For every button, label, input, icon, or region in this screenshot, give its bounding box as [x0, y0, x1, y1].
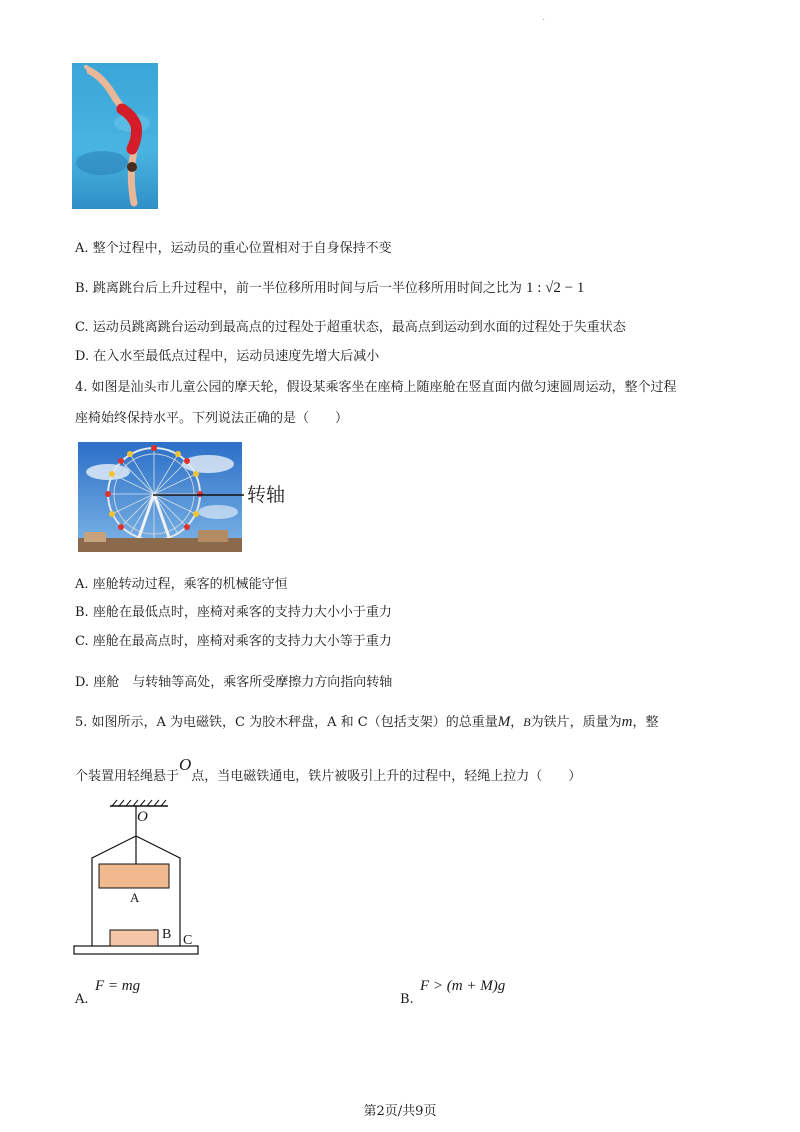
option-text: 座舱在最低点时，座椅对乘客的支持力大小小于重力 [92, 605, 392, 620]
q4-option-c [75, 633, 392, 651]
var-m-total: M [497, 714, 511, 730]
option-label: D. [75, 349, 90, 364]
stem-text: 点，当电磁铁通电，铁片被吸引上升的过程中，轻绳上拉力（ ） [191, 769, 582, 784]
q4-stem-line2: 座椅始终保持水平。下列说法正确的是（ ） [75, 411, 349, 426]
option-text: 座舱转动过程，乘客的机械能守恒 [92, 577, 288, 592]
axis-label: 转轴 [247, 484, 286, 506]
axis-pointer-line [150, 490, 246, 500]
q5-option-a-formula: F = mg [95, 978, 141, 994]
option-text: 运动员跳离跳台运动到最高点的过程处于超重状态，最高点到运动到水面的过程处于失重状态 [92, 320, 626, 335]
option-text: 座舱 与转轴等高处，乘客所受摩擦力方向指向转轴 [93, 675, 393, 690]
stem-text: ，整 [632, 715, 659, 730]
q4-option-d [75, 674, 392, 692]
option-label: C. [75, 320, 89, 335]
corner-mark: · [542, 14, 546, 25]
option-label: D. [75, 675, 90, 690]
option-text: 跳离跳台后上升过程中，前一半位移所用时间与后一半位移所用时间之比为 [92, 281, 522, 296]
q4-option-a [75, 576, 288, 594]
option-text: 在入水至最低点过程中，运动员速度先增大后减小 [93, 349, 380, 364]
q3-option-b [75, 279, 584, 298]
ratio-formula: 1 : √2 − 1 [525, 280, 585, 296]
option-label: A. [75, 241, 89, 256]
stem-text: ， [510, 715, 524, 730]
option-text: 整个过程中，运动员的重心位置相对于自身保持不变 [92, 241, 392, 256]
var-o: O [179, 755, 192, 774]
stem-text: 为铁片，质量为 [530, 715, 622, 730]
q5-option-b-formula: F > (m + M)g [420, 978, 506, 994]
label-o: O [137, 809, 148, 825]
option-label: A. [75, 577, 89, 592]
option-label: B. [75, 281, 89, 296]
option-text: 座舱在最高点时，座椅对乘客的支持力大小等于重力 [92, 634, 392, 649]
var-m-mass: m [621, 714, 633, 730]
q5-stem-line1 [75, 713, 658, 732]
q3-option-c [75, 319, 626, 337]
var-b: B [523, 715, 531, 729]
option-label: C. [75, 634, 89, 649]
label-c: C [183, 933, 193, 948]
q5-stem-line2 [75, 755, 582, 786]
q5-option-a-label: A. [75, 992, 89, 1007]
diver-photo [72, 63, 158, 209]
q3-option-d [75, 348, 379, 366]
q3-option-a [75, 240, 392, 258]
label-a: A [130, 890, 140, 905]
q5-option-b-label: B. [400, 992, 414, 1007]
option-label: B. [75, 605, 89, 620]
stem-text: 个装置用轻绳悬于 [75, 769, 180, 784]
q4-option-b [75, 604, 392, 622]
stem-text: 5. 如图所示，A 为电磁铁，C 为胶木秤盘，A 和 C（包括支架）的总重量 [75, 715, 498, 730]
label-b: B [162, 927, 172, 942]
page-footer: 第2页/共9页 [363, 1104, 437, 1119]
q4-stem-line1: 4. 如图是汕头市儿童公园的摩天轮，假设某乘客坐在座椅上随座舱在竖直面内做匀速圆周运动，整个过程 [75, 380, 677, 395]
